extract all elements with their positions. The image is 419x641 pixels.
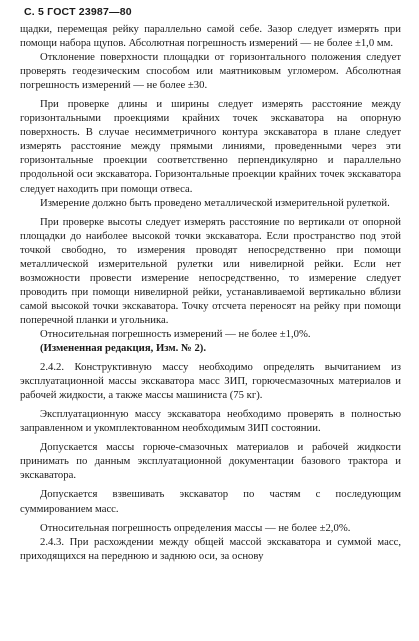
page-header: С. 5 ГОСТ 23987—80 <box>24 6 132 18</box>
body-text <box>20 22 401 563</box>
paragraph: Измерение должно быть проведено металлической измерительной рулеткой. <box>40 196 390 209</box>
paragraph: Относительная погрешность измерений — не более ±1,0%. <box>40 327 311 340</box>
paragraph: 2.4.3. При расхождении между общей массой экскаватора и суммой масс, приходящихся на переднюю и заднюю оси, за основу <box>20 535 401 562</box>
amendment-note: (Измененная редакция, Изм. № 2). <box>40 342 207 355</box>
paragraph: При проверке высоты следует измерять расстояние по вертикали от опорной площадки до наиболее высокой точки экскаватора. Если пространство под этой точкой свободно, то измерения проводят непосредственно при помощи металлической измерительной рулетки или нивелирной рейки. Если нет возможности провести измерение непосредственно, то измерение следует проводить при помощи нивелирной рейки, устанавливаемой вертикально вблизи самой высокой точки экскаватора. Точку отсчета переносят на рейку при помощи поперечной планки и угольника. <box>20 215 401 326</box>
paragraph: Относительная погрешность определения массы — не более ±2,0%. <box>40 521 351 534</box>
paragraph: Допускается массы горюче-смазочных материалов и рабочей жидкости принимать по данным эксплуатационной документации базового трактора и экскаватора. <box>20 441 401 482</box>
paragraph: Допускается взвешивать экскаватор по частям с последующим суммированием масс. <box>20 488 401 515</box>
paragraph: Отклонение поверхности площадки от горизонтального положения следует проверять геодезическим способом или маятниковым угломером. Абсолютная погрешность измерений — не более ±30. <box>20 51 401 92</box>
paragraph: Эксплуатационную массу экскаватора необходимо проверять в полностью заправленном и укомплектованном необходимым ЗИП состоянии. <box>20 408 401 435</box>
paragraph: щадки, перемещая рейку параллельно самой себе. Зазор следует измерять при помощи набора щупов. Абсолютная погрешность измерений — не более ±1,0 мм. <box>20 23 401 50</box>
paragraph: 2.4.2. Конструктивную массу необходимо определять вычитанием из эксплуатационной массы экскаватора масс ЗИП, горючесмазочных материалов и рабочей жидкости, а также массы машиниста (75 кг). <box>20 361 401 402</box>
paragraph: При проверке длины и ширины следует измерять расстояние между горизонтальными проекциями крайних точек экскаватора на опорную поверхность. В случае несимметричного контура экскаватора в плане следует измерять расстояние между прямыми линиями, проведенными через эти горизонтальные проекции соответственно перпендикулярно и параллельно продольной оси экскаватора. Горизонтальные проекции крайних точек экскаватора следует находить при помощи отвеса. <box>20 98 401 195</box>
